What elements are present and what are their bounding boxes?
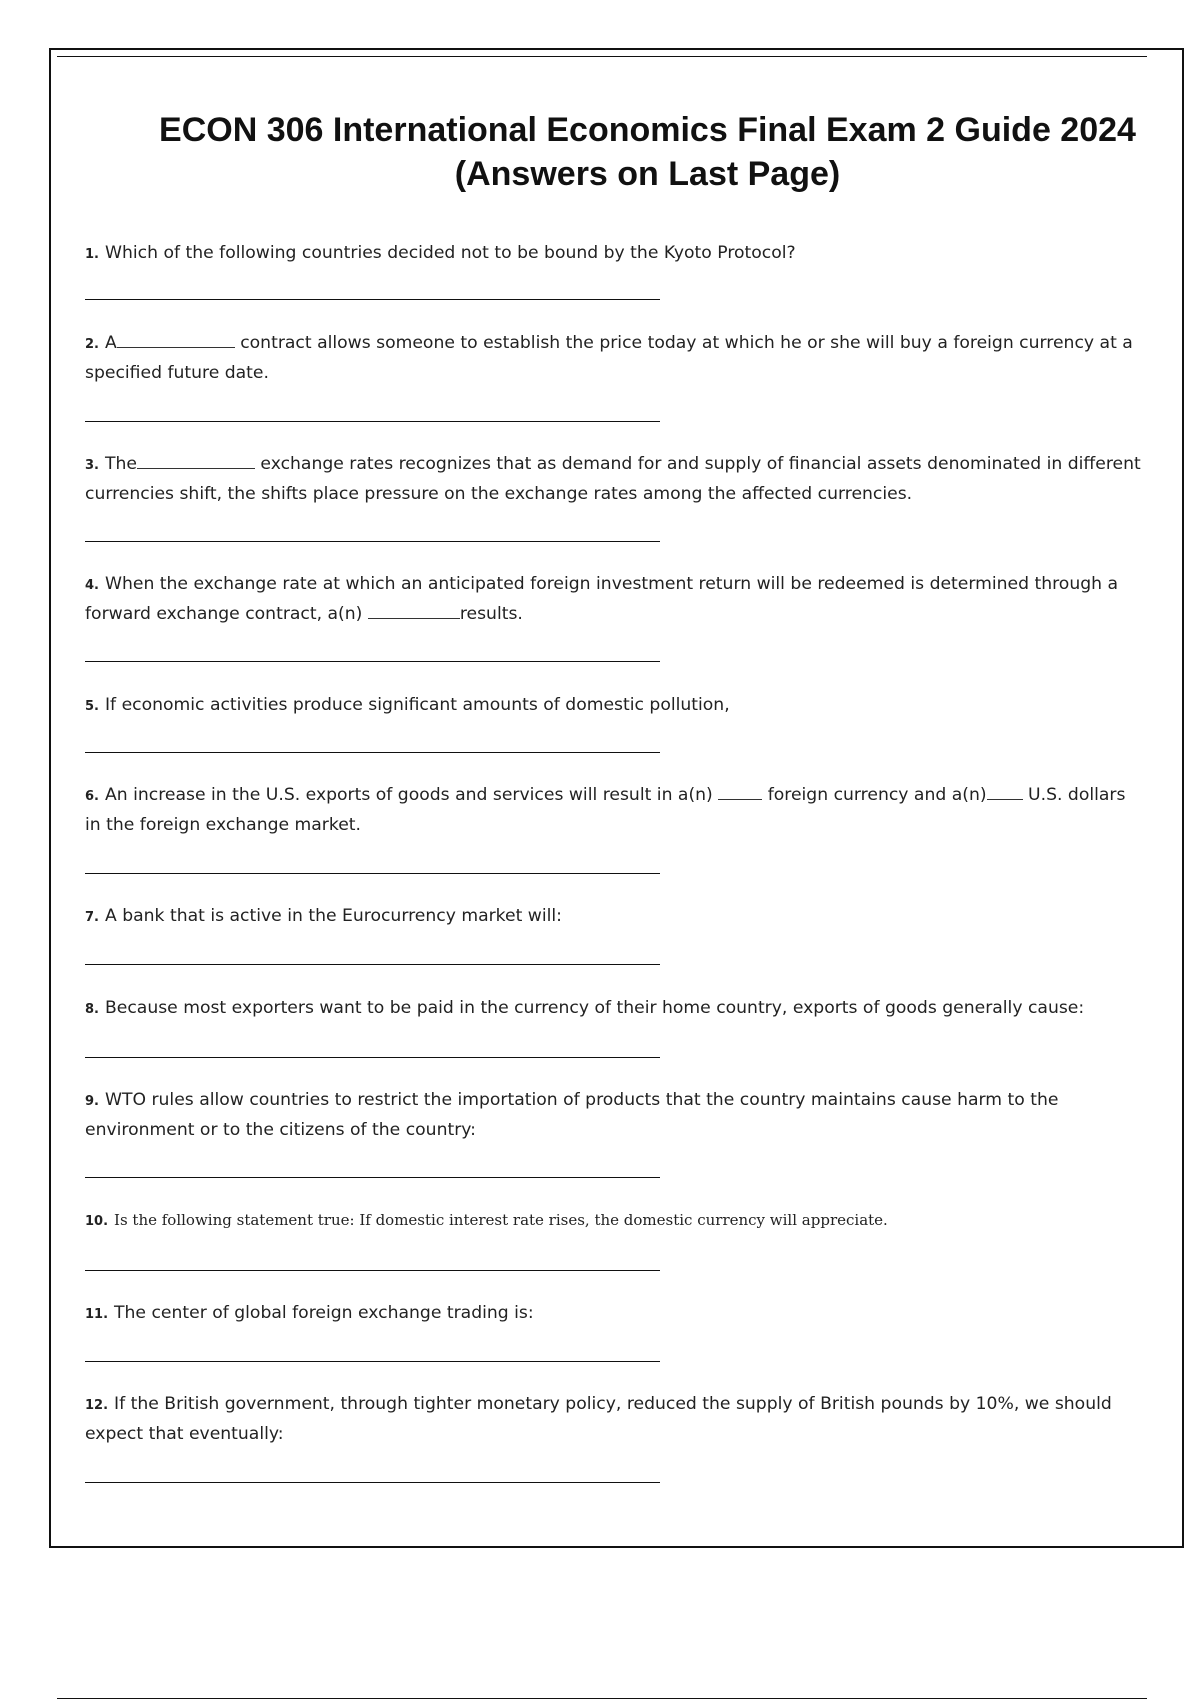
question-text: A bank that is active in the Eurocurrency market will:: [104, 906, 562, 926]
document-title: [100, 108, 1195, 196]
question-12: [85, 1390, 1145, 1448]
answer-line-1[interactable]: [85, 299, 660, 300]
question-10: [85, 1206, 1145, 1236]
title-line-2: (Answers on Last Page): [454, 155, 841, 193]
answer-line-11[interactable]: [85, 1361, 660, 1362]
title-line-1: ECON 306 International Economics Final Exam 2 Guide 2024: [159, 111, 1136, 149]
answer-line-2[interactable]: [85, 421, 660, 422]
fill-in-blank: [718, 785, 762, 800]
fill-in-blank: [137, 454, 255, 469]
question-number: 6.: [85, 789, 99, 804]
question-text-suffix: results.: [459, 604, 523, 624]
question-1: [85, 239, 1145, 269]
question-text: Because most exporters want to be paid in the currency of their home country, exports of goods generally cause:: [104, 998, 1085, 1018]
question-text-part-2: foreign currency and a(n): [767, 785, 987, 805]
answer-line-9[interactable]: [85, 1177, 660, 1178]
question-text-prefix: A: [104, 333, 117, 353]
question-number: 2.: [85, 337, 99, 352]
question-2: [85, 329, 1145, 387]
question-number: 4.: [85, 578, 99, 593]
question-text: If the British government, through tighter monetary policy, reduced the supply of British pounds by 10%, we should expect that eventually:: [85, 1394, 1112, 1444]
question-text: WTO rules allow countries to restrict the importation of products that the country maintains cause harm to the environment or to the citizens of the country:: [85, 1090, 1059, 1140]
question-number: 1.: [85, 247, 99, 262]
fill-in-blank: [368, 604, 460, 619]
question-number: 3.: [85, 458, 99, 473]
question-5: [85, 691, 1145, 721]
question-number: 10.: [85, 1214, 109, 1229]
question-text-part-3: U.S. dollars in the foreign exchange market.: [85, 785, 1126, 835]
question-number: 12.: [85, 1398, 109, 1413]
question-number: 7.: [85, 910, 99, 925]
answer-line-7[interactable]: [85, 964, 660, 965]
question-number: 8.: [85, 1002, 99, 1017]
question-text-suffix: exchange rates recognizes that as demand for and supply of financial assets denominated in different currencies shift, the shifts place pressure on the exchange rates among the affected currencies.: [85, 454, 1141, 504]
question-number: 9.: [85, 1094, 99, 1109]
question-text-prefix: The: [104, 454, 137, 474]
question-7: [85, 902, 1145, 932]
question-6: [85, 781, 1145, 839]
question-text-suffix: contract allows someone to establish the price today at which he or she will buy a foreign currency at a specified future date.: [85, 333, 1133, 383]
answer-line-3[interactable]: [85, 541, 660, 542]
question-4: [85, 570, 1145, 628]
question-text: Is the following statement true: If domestic interest rate rises, the domestic currency will appreciate.: [114, 1211, 888, 1229]
answer-line-8[interactable]: [85, 1057, 660, 1058]
fill-in-blank: [117, 333, 235, 348]
question-text: The center of global foreign exchange trading is:: [114, 1303, 534, 1323]
question-8: [85, 994, 1145, 1024]
question-11: [85, 1299, 1145, 1329]
question-text-part-1: An increase in the U.S. exports of goods and services will result in a(n): [104, 785, 713, 805]
bottom-rule: [57, 1698, 1147, 1699]
answer-line-6[interactable]: [85, 873, 660, 874]
fill-in-blank: [987, 785, 1023, 800]
question-text-prefix: When the exchange rate at which an anticipated foreign investment return will be redeemed is determined through a forward exchange contract, a(n): [85, 574, 1119, 624]
answer-line-4[interactable]: [85, 661, 660, 662]
answer-line-12[interactable]: [85, 1482, 660, 1483]
question-text: Which of the following countries decided not to be bound by the Kyoto Protocol?: [104, 243, 796, 263]
answer-line-5[interactable]: [85, 752, 660, 753]
top-rule: [57, 56, 1147, 57]
question-3: [85, 450, 1145, 508]
question-number: 11.: [85, 1307, 109, 1322]
question-9: [85, 1086, 1145, 1144]
answer-line-10[interactable]: [85, 1270, 660, 1271]
question-text: If economic activities produce significant amounts of domestic pollution,: [104, 695, 730, 715]
question-number: 5.: [85, 699, 99, 714]
